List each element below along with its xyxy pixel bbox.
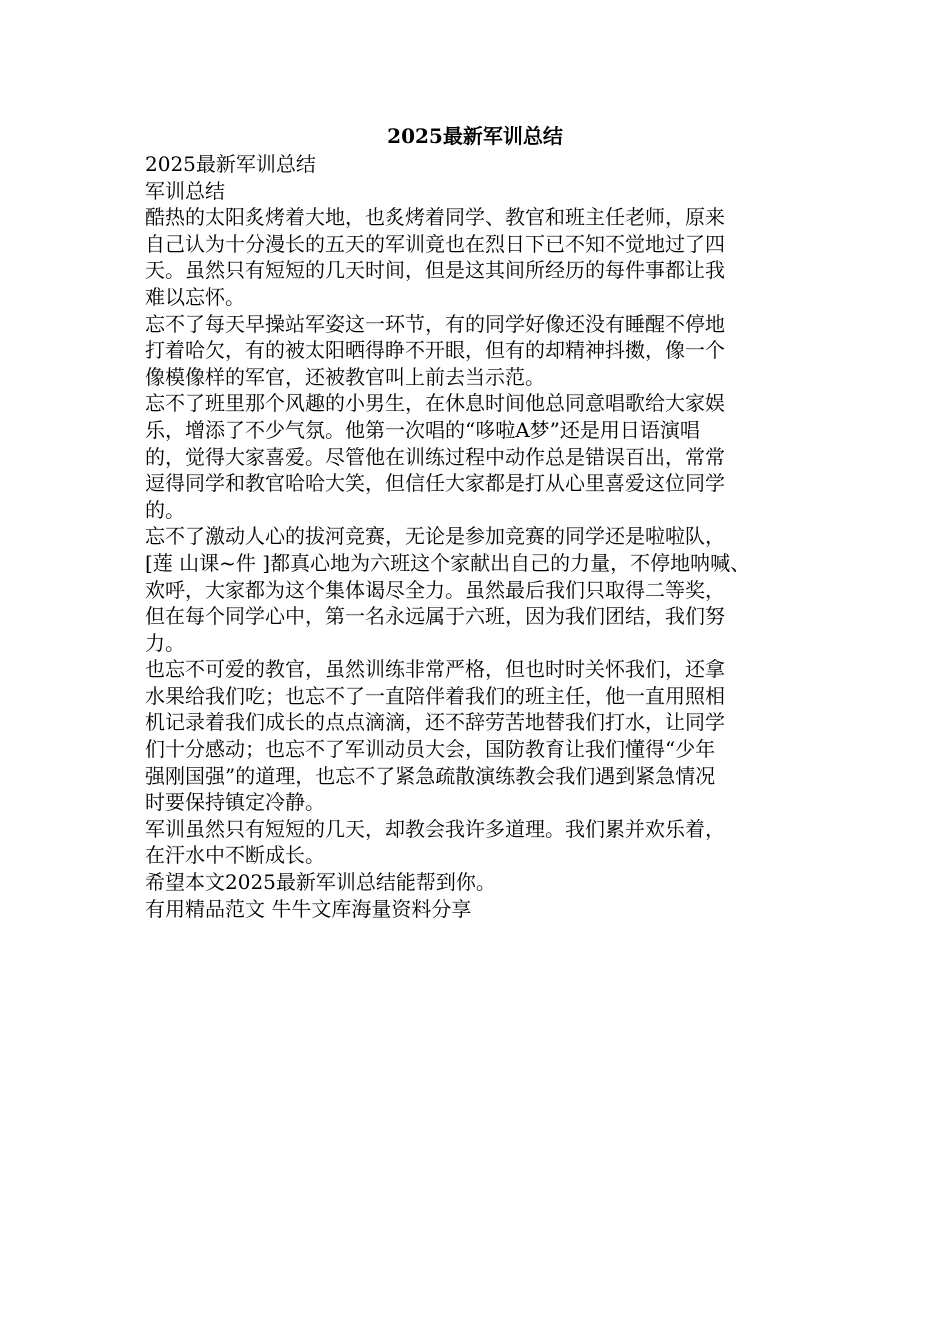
paragraph-line: 的。 [145,497,185,522]
paragraph-5 [145,656,825,816]
section-heading: 军训总结 [145,178,225,203]
paragraph-line: [莲 山课~件 ]都真心地为六班这个家献出自己的力量，不停地呐喊、 [145,550,751,575]
paragraph-line: 忘不了激动人心的拔河竞赛，无论是参加竞赛的同学还是啦啦队， [145,524,725,549]
paragraph-line: 打着哈欠，有的被太阳晒得睁不开眼，但有的却精神抖擞，像一个 [145,338,725,363]
document-body [145,121,825,922]
paragraph-6 [145,816,825,869]
paragraph-line: 像模像样的军官，还被教官叫上前去当示范。 [145,364,545,389]
paragraph-line: 天。虽然只有短短的几天时间，但是这其间所经历的每件事都让我 [145,258,725,283]
paragraph-line: 难以忘怀。 [145,284,245,309]
footer-line: 有用精品范文 牛牛文库海量资料分享 [145,896,472,921]
paragraph-line: 逗得同学和教官哈哈大笑，但信任大家都是打从心里喜爱这位同学 [145,471,725,496]
paragraph-line: 但在每个同学心中，第一名永远属于六班，因为我们团结，我们努 [145,604,725,629]
paragraph-4 [145,523,825,656]
paragraph-line: 酷热的太阳炙烤着大地，也炙烤着同学、教官和班主任老师，原来 [145,205,725,230]
paragraph-line: 们十分感动；也忘不了军训动员大会，国防教育让我们懂得“少年 [145,737,716,762]
paragraph-line: 机记录着我们成长的点点滴滴，还不辞劳苦地替我们打水，让同学 [145,710,725,735]
paragraph-line: 自己认为十分漫长的五天的军训竟也在烈日下已不知不觉地过了四 [145,231,725,256]
paragraph-2 [145,311,825,391]
document-subtitle: 2025最新军训总结 [145,152,316,176]
paragraph-1 [145,204,825,310]
paragraph-line: 乐，增添了不少气氛。他第一次唱的“哆啦A梦”还是用日语演唱 [145,417,700,442]
paragraph-line: 水果给我们吃；也忘不了一直陪伴着我们的班主任，他一直用照相 [145,683,725,708]
paragraph-line: 忘不了班里那个风趣的小男生，在休息时间他总同意唱歌给大家娱 [145,391,725,416]
closing-line: 希望本文2025最新军训总结能帮到你。 [145,870,496,895]
paragraph-line: 在汗水中不断成长。 [145,843,325,868]
paragraph-line: 力。 [145,630,185,655]
paragraph-line: 军训虽然只有短短的几天，却教会我许多道理。我们累并欢乐着， [145,816,725,841]
paragraph-3 [145,390,825,523]
paragraph-line: 的，觉得大家喜爱。尽管他在训练过程中动作总是错误百出，常常 [145,444,725,469]
paragraph-line: 也忘不可爱的教官，虽然训练非常严格，但也时时关怀我们，还拿 [145,657,725,682]
paragraph-line: 时要保持镇定冷静。 [145,790,325,815]
document-title: 2025最新军训总结 [387,124,563,148]
paragraph-line: 欢呼，大家都为这个集体谒尽全力。虽然最后我们只取得二等奖， [145,577,725,602]
paragraph-line: 强刚国强”的道理，也忘不了紧急疏散演练教会我们遇到紧急情况 [145,763,716,788]
paragraph-line: 忘不了每天早操站军姿这一环节，有的同学好像还没有睡醒不停地 [145,311,725,336]
